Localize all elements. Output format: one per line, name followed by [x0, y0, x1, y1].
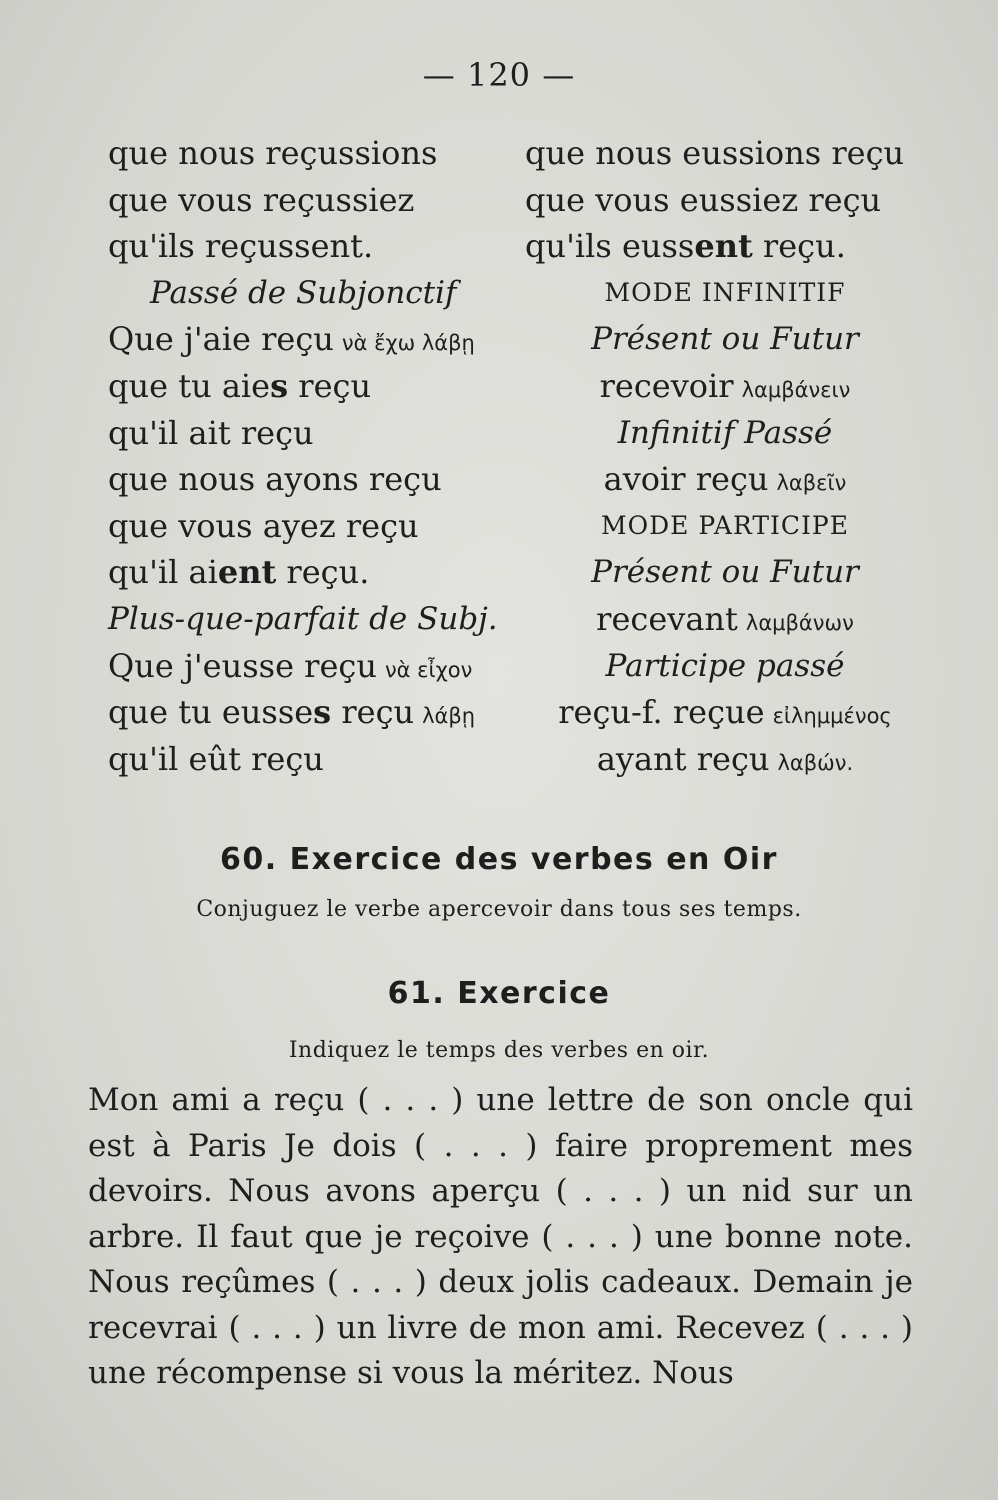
exercise-61-paragraph: [88, 1078, 913, 1397]
conjugation-line: [108, 689, 538, 736]
form-stem: qu'il ai: [108, 553, 218, 592]
conjugation-line: [108, 363, 538, 410]
bold-ending: ent: [694, 227, 753, 266]
exercise-61-title: 61. Exercice: [387, 976, 611, 1011]
form-stem: que tu aie: [108, 366, 271, 405]
right-conjugation-column: [525, 130, 925, 782]
conjugation-line: [525, 596, 925, 643]
exercise-60-instruction: Conjuguez le verbe apercevoir dans tous ses temps.: [196, 897, 802, 922]
conjugation-line: [108, 643, 538, 690]
conjugation-line: que nous eussions reçu: [525, 134, 905, 172]
greek-translation: λαμβάνειν: [741, 377, 851, 402]
conjugation-line: [525, 223, 925, 270]
conjugation-line: qu'il ait reçu: [108, 413, 314, 452]
french-form: ayant reçu: [596, 739, 770, 778]
conjugation-line: que nous ayons reçu: [108, 460, 442, 499]
french-form: Que j'eusse reçu: [108, 646, 377, 685]
conjugation-line: [525, 689, 925, 736]
tense-heading: Plus-que-parfait de Subj.: [108, 600, 498, 637]
tense-heading: Présent ou Futur: [591, 321, 859, 358]
form-rest: reçu: [331, 693, 415, 732]
french-form: recevoir: [599, 366, 734, 405]
form-rest: reçu.: [276, 553, 370, 592]
french-form: avoir reçu: [603, 460, 769, 499]
conjugation-line: [108, 316, 538, 363]
french-form: recevant: [596, 599, 738, 638]
conjugation-line: que vous eussiez reçu: [525, 180, 882, 219]
bold-ending: ent: [217, 553, 277, 592]
bold-ending: s: [313, 693, 332, 732]
mode-heading: MODE PARTICIPE: [601, 510, 849, 540]
conjugation-line: [525, 736, 925, 783]
conjugation-line: que vous reçussiez: [108, 180, 415, 219]
exercise-text: Mon ami a reçu ( . . . ) une lettre de son oncle qui est à Paris Je dois ( . . . ) faire proprement mes devoirs. Nous avons aperçu ( . . . ) un nid sur un arbre. Il faut que je reçoive ( . . . ) une bonne note. Nous reçûmes ( . . . ) deux jolis cadeaux. Demain je recevrai ( . . . ) un livre de mon ami. Recevez ( . . . ) une récompense si vous la méritez. Nous: [88, 1082, 913, 1391]
mode-heading: MODE INFINITIF: [604, 277, 846, 307]
conjugation-line: [108, 549, 538, 596]
conjugation-line: [525, 363, 925, 410]
greek-translation: λαβών.: [777, 750, 854, 775]
conjugation-line: qu'ils reçussent.: [108, 227, 374, 266]
conjugation-line: que nous reçussions: [108, 134, 438, 172]
exercise-61-instruction: Indiquez le temps des verbes en oir.: [288, 1038, 710, 1063]
tense-heading: Infinitif Passé: [617, 414, 833, 451]
form-rest: reçu.: [752, 227, 846, 266]
greek-translation: λαβεῖν: [776, 471, 847, 496]
greek-translation: νὰ ἔχω λάβῃ: [341, 331, 475, 356]
conjugation-line: [525, 456, 925, 503]
tense-heading: Participe passé: [605, 647, 845, 684]
left-conjugation-column: [108, 130, 538, 782]
greek-translation: λαμβάνων: [745, 610, 854, 635]
greek-translation: λάβῃ: [422, 704, 476, 729]
tense-heading: Présent ou Futur: [591, 554, 859, 591]
greek-translation: νὰ εἶχον: [384, 657, 473, 682]
exercise-60-title: 60. Exercice des verbes en Oir: [220, 842, 778, 877]
page-number: — 120 —: [422, 56, 576, 94]
tense-heading: Passé de Subjonctif: [150, 274, 457, 311]
conjugation-line: que vous ayez reçu: [108, 506, 419, 545]
form-rest: reçu: [288, 366, 372, 405]
form-stem: qu'ils euss: [525, 227, 695, 266]
greek-translation: εἰλημμένος: [772, 704, 892, 729]
french-form: reçu-f. reçue: [558, 693, 765, 732]
bold-ending: s: [270, 366, 289, 405]
conjugation-line: qu'il eût reçu: [108, 739, 324, 778]
french-form: Que j'aie reçu: [108, 320, 334, 359]
form-stem: que tu eusse: [108, 693, 314, 732]
